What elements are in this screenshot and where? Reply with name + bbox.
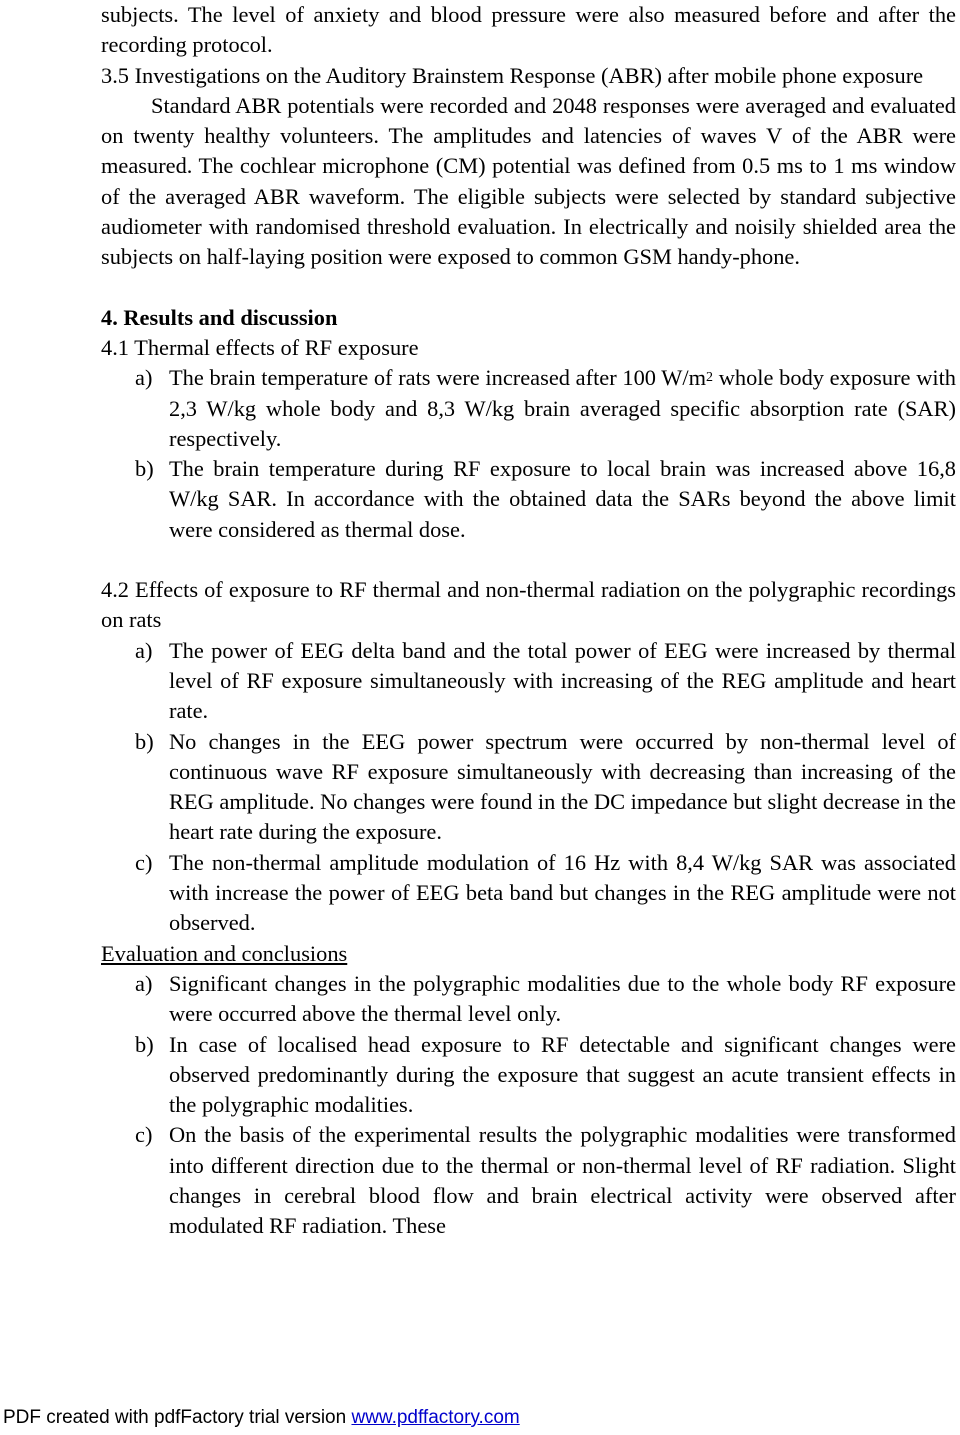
pdffactory-link[interactable]: www.pdffactory.com [351,1407,520,1428]
list-marker: c) [135,1122,153,1148]
section-4-1-title: 4.1 Thermal effects of RF exposure [101,334,419,360]
evaluation-heading: Evaluation and conclusions [101,940,348,966]
list-item [101,727,956,848]
footer-text: PDF created with pdfFactory trial version [3,1407,352,1428]
list-item [101,1030,956,1121]
item-text-a-post: whole body exposure with 2,3 W/kg whole body and 8,3 W/kg brain averaged specific absorption rate (SAR) respectively. [169,365,956,451]
list-marker: b) [135,456,154,482]
section-4-1-list [101,363,956,545]
list-marker: a) [135,970,153,996]
superscript: 2 [706,370,714,386]
section-4-2-list [101,636,956,939]
evaluation-list [101,969,956,1242]
list-marker: b) [135,1031,154,1057]
list-item [101,969,956,1030]
list-item [101,363,956,454]
list-item [101,636,956,727]
list-item-text: On the basis of the experimental results the polygraphic modalities were transformed into different direction due to the thermal or non-thermal level of RF radiation. Slight changes in cerebral blood flow and brain electrical activity were observed after modulated RF radiation. These [169,1122,956,1239]
list-marker: c) [135,849,153,875]
list-item-text: In case of localised head exposure to RF detectable and significant changes were observed predominantly during the exposure that suggest an acute transient effects in the polygraphic modalities. [169,1031,956,1118]
item-text-a-pre: The brain temperature of rats were increased after 100 W/m [169,365,707,391]
list-item-text: No changes in the EEG power spectrum were occurred by non-thermal level of continuous wave RF exposure simultaneously with decreasing than increasing of the REG amplitude. No changes were found in the DC impedance but slight decrease in the heart rate during the exposure. [169,728,956,845]
section-4-heading: 4. Results and discussion [101,304,338,330]
section-3-5-body: Standard ABR potentials were recorded and 2048 responses were averaged and evaluated on twenty healthy volunteers. The amplitudes and latencies of waves V of the ABR were measured. The cochlear microphone (CM) potential was defined from 0.5 ms to 1 ms window of the averaged ABR waveform. The eligible subjects were selected by standard subjective audiometer with randomised threshold evaluation. In electrically and noisily shielded area the subjects on half-laying position were exposed to common GSM handy-phone. [101,92,956,270]
document-page [101,0,956,1242]
list-item [101,1120,956,1241]
section-3-5-title: 3.5 Investigations on the Auditory Brainstem Response (ABR) after mobile phone exposure [101,62,924,88]
list-item-text: The non-thermal amplitude modulation of 16 Hz with 8,4 W/kg SAR was associated with increase the power of EEG beta band but changes in the REG amplitude were not observed. [169,849,956,936]
section-4-2-title: 4.2 Effects of exposure to RF thermal and non-thermal radiation on the polygraphic recordings on rats [101,577,956,633]
list-item-text: Significant changes in the polygraphic modalities due to the whole body RF exposure were occurred above the thermal level only. [169,970,956,1027]
item-text-b: The brain temperature during RF exposure to local brain was increased above 16,8 W/kg SAR. In accordance with the obtained data the SARs beyond the above limit were considered as thermal dose. [169,456,956,542]
list-marker: a) [135,637,153,663]
intro-paragraph-tail: subjects. The level of anxiety and blood pressure were also measured before and after the recording protocol. [101,2,956,58]
list-item [101,454,956,545]
list-marker: a) [135,365,153,391]
list-item [101,848,956,939]
list-item-text: The power of EEG delta band and the total power of EEG were increased by thermal level of RF exposure simultaneously with increasing of the REG amplitude and heart rate. [169,637,956,724]
list-marker: b) [135,728,154,754]
pdf-footer [3,1407,520,1429]
